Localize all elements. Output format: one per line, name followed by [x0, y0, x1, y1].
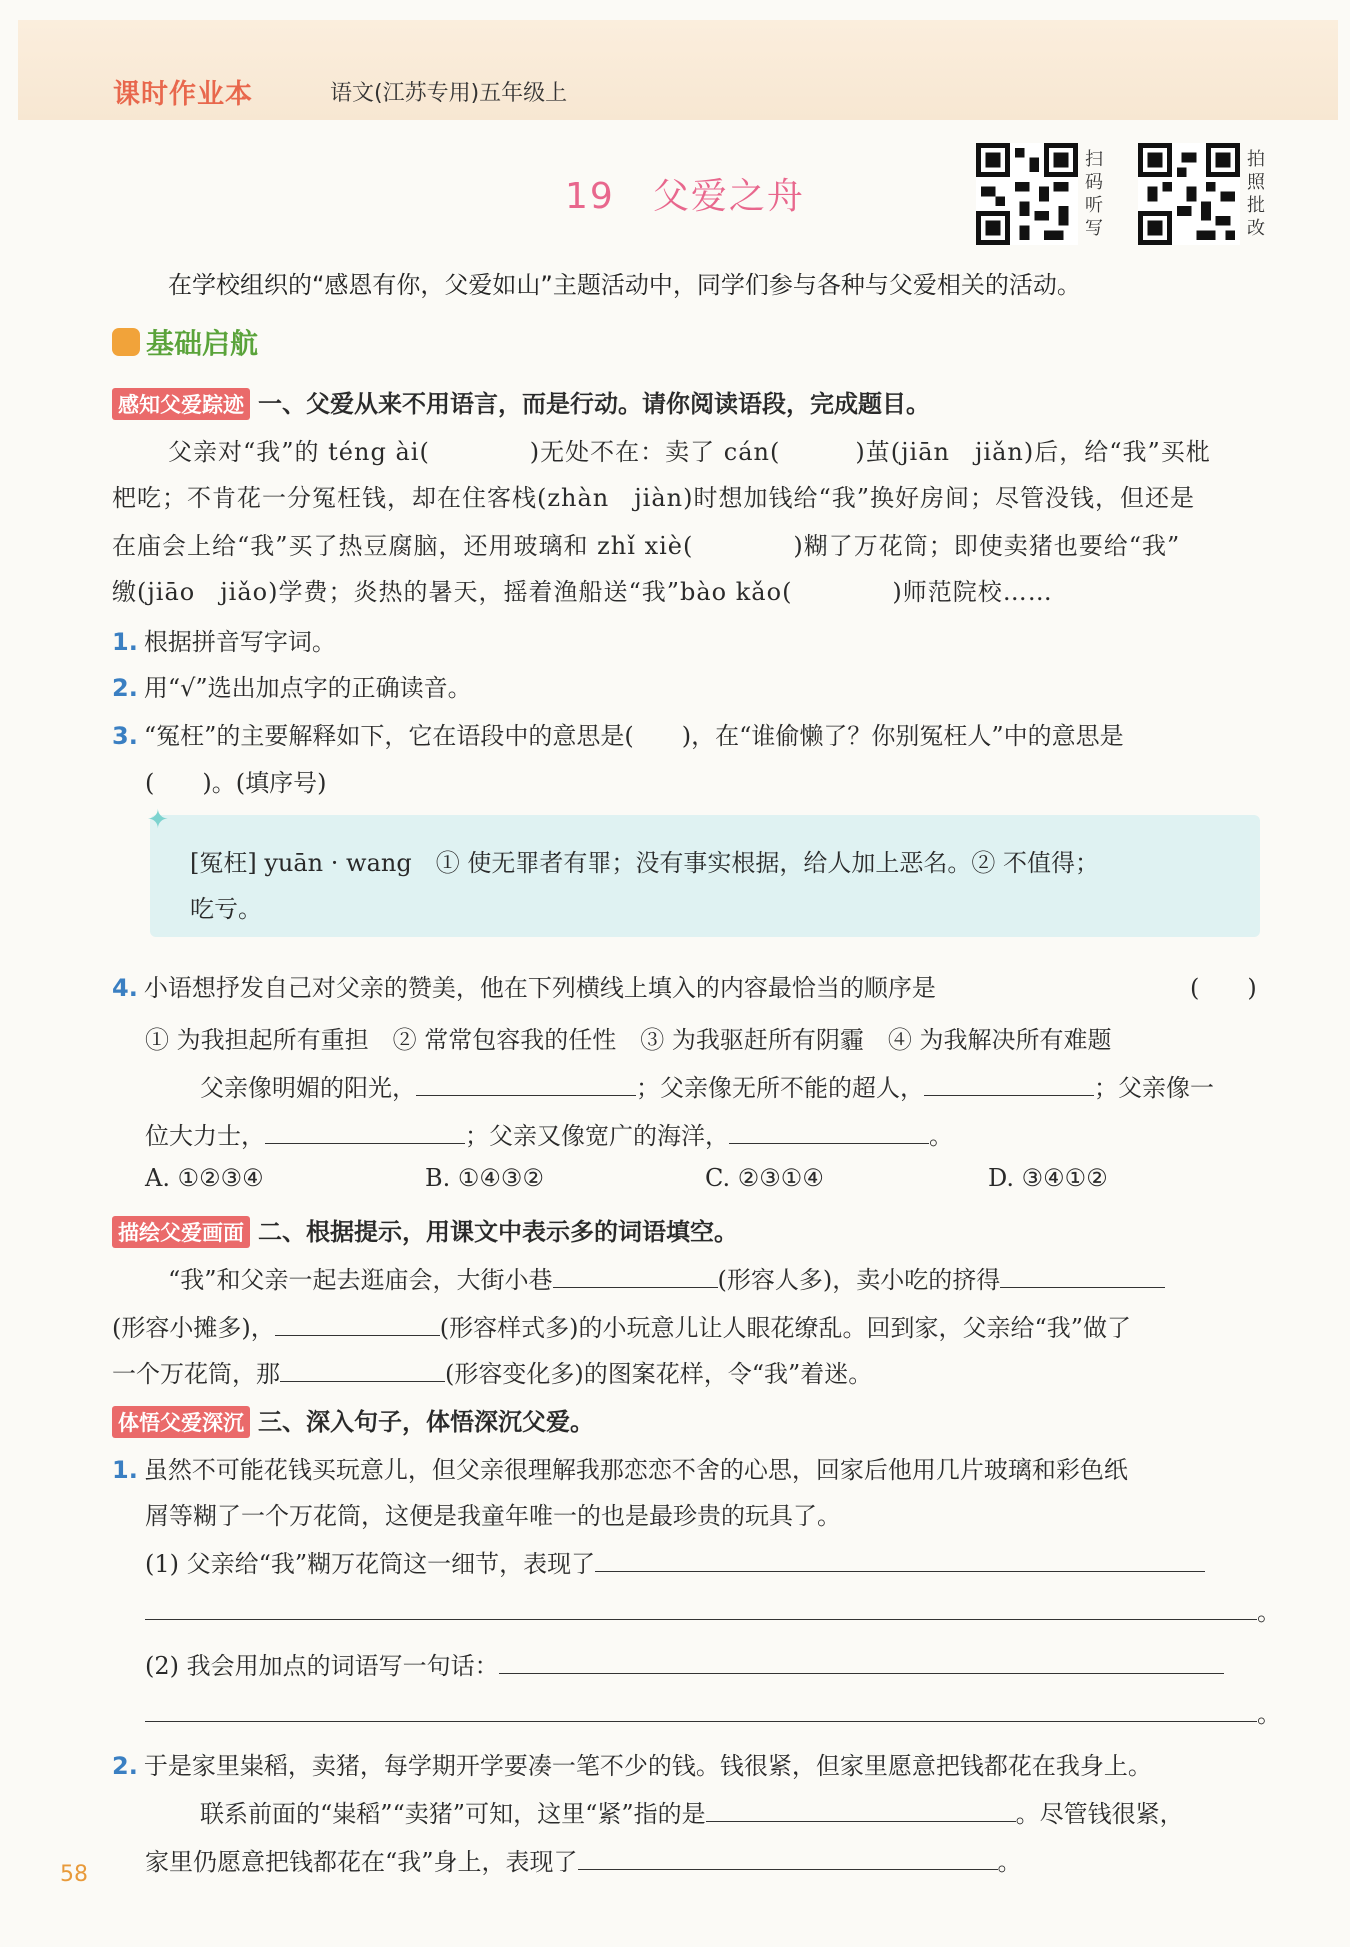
choice-c[interactable]: C. ②③①④: [705, 1164, 824, 1192]
part3-sub-2: (2) 我会用加点的词语写一句话：: [145, 1646, 1224, 1681]
book-subtitle: 语文(江苏专用)五年级上: [330, 81, 568, 106]
qr-code-dictation[interactable]: [976, 143, 1078, 245]
passage-line-2: 杷吃；不肯花一分冤枉钱，却在住客栈(zhàn jiàn)时想加钱给“我”换好房间；尽管没钱，但还是: [112, 484, 1196, 512]
lesson-name: 父爱之舟: [652, 176, 805, 217]
definition-box: [147, 805, 1260, 937]
part3-tag: 体悟父爱深沉: [112, 1406, 250, 1438]
question-4: 4. 小语想抒发自己对父亲的赞美，他在下列横线上填入的内容最恰当的顺序是: [112, 974, 936, 1002]
answer-line[interactable]: [145, 1699, 1257, 1722]
blank[interactable]: [578, 1847, 998, 1870]
question-2: 2. 用“√”选出加点字的正确读音。: [112, 674, 472, 702]
passage-line-3: 在庙会上给“我”买了热豆腐脑，还用玻璃和 zhǐ xiè( )糊了万花筒；即使卖猪也要给“我”: [112, 532, 1181, 560]
question-4-line-1: 父亲像明媚的阳光， ；父亲像无所不能的超人， ；父亲像一: [200, 1074, 1214, 1102]
question-4-options: ① 为我担起所有重担 ② 常常包容我的任性 ③ 为我驱赶所有阴霾 ④ 为我解决所有难题: [145, 1026, 1112, 1054]
qr-label-dictation: 扫码听写: [1085, 149, 1103, 239]
definition-line-2: 吃亏。: [190, 895, 262, 923]
part1-tag: 感知父爱踪迹: [112, 388, 250, 420]
answer-line[interactable]: [499, 1651, 1224, 1674]
blank[interactable]: [924, 1073, 1094, 1096]
qr-code-correction[interactable]: [1138, 143, 1240, 245]
blank[interactable]: [553, 1265, 718, 1288]
question-4-line-2: 位大力士， ；父亲又像宽广的海洋， 。: [145, 1122, 953, 1150]
brand-title: 课时作业本: [113, 79, 253, 110]
definition-line-1: [冤枉] yuān · wang ① 使无罪者有罪；没有事实根据，给人加上恶名。② 不值得；: [190, 849, 1099, 877]
part3-sub-2-line2: 。: [145, 1694, 1281, 1729]
sparkle-icon: ✦: [147, 805, 169, 835]
part3-question-1: 1. 虽然不可能花钱买玩意儿，但父亲很理解我那恋恋不舍的心思，回家后他用几片玻璃和彩色纸: [112, 1456, 1128, 1484]
part3-sub-1-line2: 。: [145, 1592, 1281, 1627]
section-badge-icon: [112, 328, 140, 356]
qr-code-icon: [1138, 143, 1240, 245]
blank[interactable]: [265, 1121, 465, 1144]
question-3: 3. “冤枉”的主要解释如下，它在语段中的意思是( )，在“谁偷懒了？你别冤枉人”中的意思是: [112, 722, 1124, 750]
choice-b[interactable]: B. ①④③②: [425, 1164, 544, 1192]
passage-line-1: 父亲对“我”的 téng ài( )无处不在：卖了 cán( )茧(jiān jiǎn)后，给“我”买枇: [168, 438, 1211, 466]
part2-tag: 描绘父爱画面: [112, 1216, 250, 1248]
question-1: 1. 根据拼音写字词。: [112, 628, 336, 656]
qr-label-correction: 拍照批改: [1247, 149, 1265, 239]
intro-text: 在学校组织的“感恩有你，父爱如山”主题活动中，同学们参与各种与父爱相关的活动。: [168, 271, 1081, 299]
part3-question-2-line3: 家里仍愿意把钱都花在“我”身上，表现了 。: [145, 1848, 1022, 1876]
blank[interactable]: [280, 1359, 445, 1382]
answer-line[interactable]: [145, 1597, 1257, 1620]
page-number: 58: [60, 1862, 88, 1887]
lesson-number: 19: [565, 176, 615, 217]
answer-line[interactable]: [595, 1549, 1205, 1572]
part2-line-3: 一个万花筒，那 (形容变化多)的图案花样，令“我”着迷。: [112, 1360, 873, 1388]
lesson-title: [565, 168, 805, 219]
passage-line-4: 缴(jiāo jiǎo)学费；炎热的暑天，摇着渔船送“我”bào kǎo( )师范院校……: [112, 578, 1053, 606]
part3-question-1-cont: 屑等糊了一个万花筒，这便是我童年唯一的也是最珍贵的玩具了。: [145, 1502, 841, 1530]
part3-heading: 体悟父爱深沉 三、深入句子，体悟深沉父爱。: [112, 1402, 594, 1438]
question-3-cont: ( )。(填序号): [145, 769, 327, 797]
blank[interactable]: [275, 1313, 440, 1336]
part3-sub-1: (1) 父亲给“我”糊万花筒这一细节，表现了: [145, 1544, 1205, 1579]
blank[interactable]: [729, 1121, 929, 1144]
section-heading: 基础启航: [112, 322, 258, 362]
blank[interactable]: [1000, 1265, 1165, 1288]
part2-heading: 描绘父爱画面 二、根据提示，用课文中表示多的词语填空。: [112, 1212, 738, 1248]
blank[interactable]: [706, 1799, 1016, 1822]
choice-d[interactable]: D. ③④①②: [988, 1164, 1108, 1192]
part3-question-2-line2: 联系前面的“粜稻”“卖猪”可知，这里“紧”指的是 。尽管钱很紧，: [200, 1800, 1184, 1828]
part2-line-1: “我”和父亲一起去逛庙会，大街小巷 (形容人多)，卖小吃的挤得: [168, 1260, 1165, 1295]
question-4-answer-paren[interactable]: ( ): [1190, 974, 1257, 1002]
blank[interactable]: [416, 1073, 636, 1096]
qr-code-icon: [976, 143, 1078, 245]
part2-line-2: (形容小摊多)， (形容样式多)的小玩意儿让人眼花缭乱。回到家，父亲给“我”做了: [112, 1314, 1131, 1342]
part1-heading: 感知父爱踪迹 一、父爱从来不用语言，而是行动。请你阅读语段，完成题目。: [112, 384, 930, 420]
part3-question-2: 2. 于是家里粜稻，卖猪，每学期开学要凑一笔不少的钱。钱很紧，但家里愿意把钱都花在我身上。: [112, 1752, 1152, 1780]
choice-a[interactable]: A. ①②③④: [145, 1164, 264, 1192]
page-header: [18, 20, 1338, 120]
